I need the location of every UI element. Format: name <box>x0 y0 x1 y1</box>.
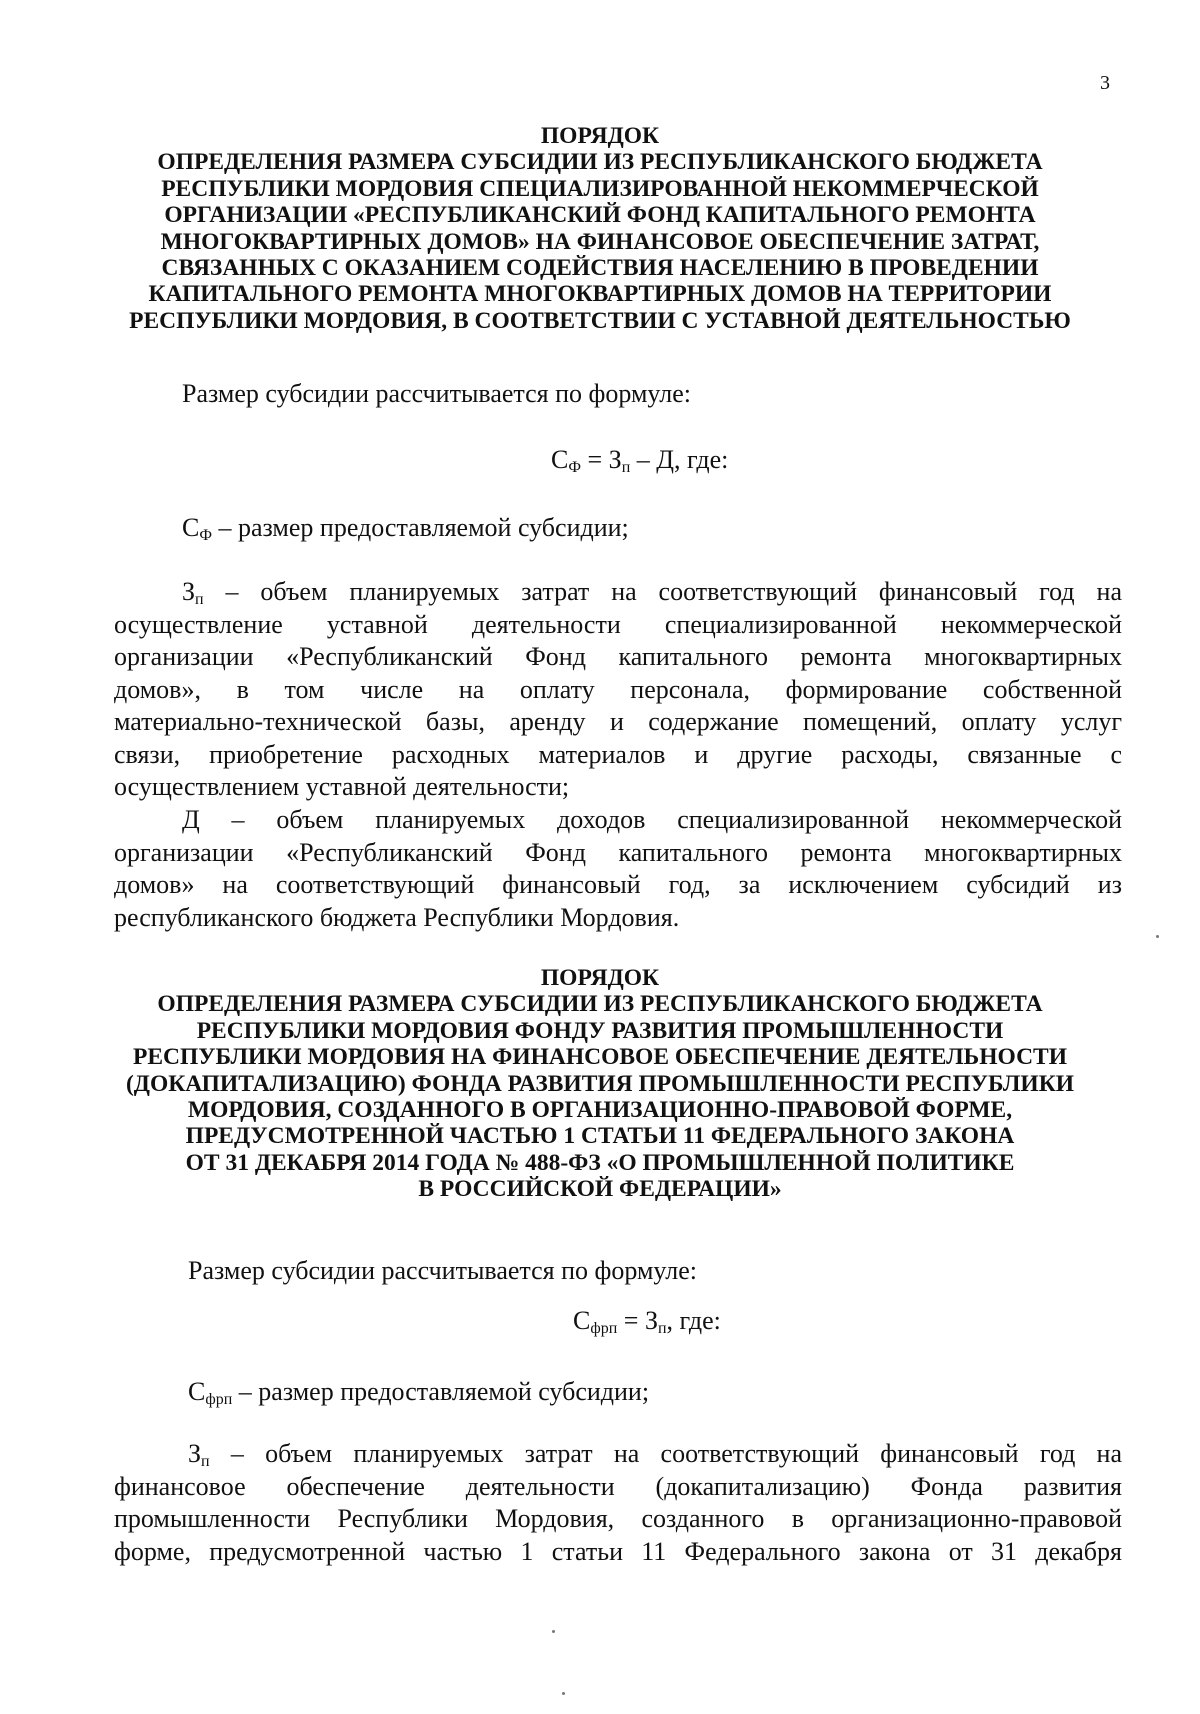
def-subscript: п <box>195 591 204 608</box>
formula-rest: , где: <box>666 1306 721 1335</box>
title-line: ОПРЕДЕЛЕНИЯ РАЗМЕРА СУБСИДИИ ИЗ РЕСПУБЛИКАНСКОГО БЮДЖЕТА <box>157 149 1043 176</box>
line-text: – объем планируемых затрат на соответствующий финансовый год на <box>203 577 1122 606</box>
paragraph-line: осуществление уставной деятельности специализированной некоммерческой <box>114 609 1122 639</box>
paragraph-line: Д – объем планируемых доходов специализированной некоммерческой <box>182 805 1122 834</box>
title-line: МНОГОКВАРТИРНЫХ ДОМОВ» НА ФИНАНСОВОЕ ОБЕСПЕЧЕНИЕ ЗАТРАТ, <box>160 228 1040 255</box>
section2-title <box>100 965 1100 1203</box>
title-line: ПРЕДУСМОТРЕННОЙ ЧАСТЬЮ 1 СТАТЬИ 11 ФЕДЕРАЛЬНОГО ЗАКОНА <box>185 1123 1015 1150</box>
title-line: ПОРЯДОК <box>540 123 660 149</box>
formula-equals: = З <box>617 1306 658 1335</box>
scan-speck <box>1156 935 1159 938</box>
def-subscript: Ф <box>199 527 212 544</box>
title-line: ОРГАНИЗАЦИИ «РЕСПУБЛИКАНСКИЙ ФОНД КАПИТАЛЬНОГО РЕМОНТА <box>164 202 1036 229</box>
paragraph-line: организации «Республиканский Фонд капитального ремонта многоквартирных <box>114 837 1122 867</box>
paragraph-line: организации «Республиканский Фонд капитального ремонта многоквартирных <box>114 642 1122 671</box>
title-line: ОПРЕДЕЛЕНИЯ РАЗМЕРА СУБСИДИИ ИЗ РЕСПУБЛИКАНСКОГО БЮДЖЕТА <box>157 991 1043 1018</box>
paragraph-line: домов» на соответствующий финансовый год, за исключением субсидий из <box>114 870 1122 899</box>
scan-speck <box>562 1692 565 1695</box>
formula-symbol: С <box>551 445 569 474</box>
title-line: РЕСПУБЛИКИ МОРДОВИЯ ФОНДУ РАЗВИТИЯ ПРОМЫШЛЕННОСТИ <box>196 1017 1004 1044</box>
section1-formula <box>551 445 728 477</box>
formula-symbol: С <box>573 1306 591 1335</box>
section2-formula <box>573 1306 721 1338</box>
section1-title <box>100 123 1100 334</box>
title-line: КАПИТАЛЬНОГО РЕМОНТА МНОГОКВАРТИРНЫХ ДОМОВ НА ТЕРРИТОРИИ <box>148 281 1052 308</box>
def-symbol: З <box>188 1439 202 1468</box>
paragraph-line: промышленности Республики Мордовия, созданного в организационно-правовой <box>114 1504 1122 1533</box>
title-line: В РОССИЙСКОЙ ФЕДЕРАЦИИ» <box>418 1176 782 1203</box>
def-symbol: С <box>182 513 200 542</box>
title-line: ОТ 31 ДЕКАБРЯ 2014 ГОДА № 488-ФЗ «О ПРОМЫШЛЕННОЙ ПОЛИТИКЕ <box>185 1149 1015 1176</box>
def-symbol: С <box>188 1377 206 1406</box>
section1-intro: Размер субсидии рассчитывается по формуле: <box>182 379 692 408</box>
section1-def-zp <box>114 576 1122 804</box>
title-line: РЕСПУБЛИКИ МОРДОВИЯ НА ФИНАНСОВОЕ ОБЕСПЕЧЕНИЕ ДЕЯТЕЛЬНОСТИ <box>133 1044 1067 1071</box>
paragraph-line: домов», в том числе на оплату персонала, формирование собственной <box>114 674 1122 704</box>
title-line: МОРДОВИЯ, СОЗДАННОГО В ОРГАНИЗАЦИОННО-ПРАВОВОЙ ФОРМЕ, <box>187 1097 1013 1124</box>
section1-def-cf <box>182 512 629 553</box>
paragraph-line <box>114 576 1122 609</box>
paragraph-line: финансовое обеспечение деятельности (докапитализацию) Фонда развития <box>114 1471 1122 1501</box>
title-line: РЕСПУБЛИКИ МОРДОВИЯ, В СООТВЕТСТВИИ С УСТАВНОЙ ДЕЯТЕЛЬНОСТЬЮ <box>129 307 1071 334</box>
paragraph-line <box>114 1438 1122 1471</box>
formula-subscript: фрп <box>590 1320 618 1337</box>
def-symbol: З <box>182 577 196 606</box>
title-line: РЕСПУБЛИКИ МОРДОВИЯ СПЕЦИАЛИЗИРОВАННОЙ НЕКОММЕРЧЕСКОЙ <box>161 175 1039 202</box>
def-text: – размер предоставляемой субсидии; <box>232 1377 650 1406</box>
def-text: – размер предоставляемой субсидии; <box>211 513 629 542</box>
def-subscript: п <box>201 1453 210 1470</box>
section1-def-d <box>114 804 1122 934</box>
title-line: (ДОКАПИТАЛИЗАЦИЮ) ФОНДА РАЗВИТИЯ ПРОМЫШЛЕННОСТИ РЕСПУБЛИКИ <box>125 1070 1075 1097</box>
def-subscript: фрп <box>205 1391 233 1408</box>
formula-subscript: п <box>621 459 631 476</box>
title-line: ПОРЯДОК <box>540 965 660 991</box>
section2-def-zp <box>114 1438 1122 1568</box>
formula-subscript: Ф <box>568 459 581 476</box>
section2-def-cfrp <box>188 1376 649 1417</box>
formula-equals: = З <box>580 445 622 474</box>
formula-rest: – Д, где: <box>630 445 729 474</box>
section2-intro: Размер субсидии рассчитывается по формуле: <box>188 1256 698 1285</box>
line-text: – объем планируемых затрат на соответствующий финансовый год на <box>209 1439 1122 1468</box>
paragraph-line: республиканского бюджета Республики Мордовия. <box>114 902 680 932</box>
paragraph-line: связи, приобретение расходных материалов и другие расходы, связанные с <box>114 739 1122 769</box>
scan-speck <box>552 1630 555 1633</box>
formula-subscript: п <box>657 1320 667 1337</box>
paragraph-line: материально-технической базы, аренду и содержание помещений, оплату услуг <box>114 707 1122 736</box>
paragraph-line: осуществлением уставной деятельности; <box>114 772 570 801</box>
title-line: СВЯЗАННЫХ С ОКАЗАНИЕМ СОДЕЙСТВИЯ НАСЕЛЕНИЮ В ПРОВЕДЕНИИ <box>161 255 1039 282</box>
paragraph-line: форме, предусмотренной частью 1 статьи 11 Федерального закона от 31 декабря <box>114 1536 1122 1566</box>
page-number: 3 <box>1100 72 1110 94</box>
